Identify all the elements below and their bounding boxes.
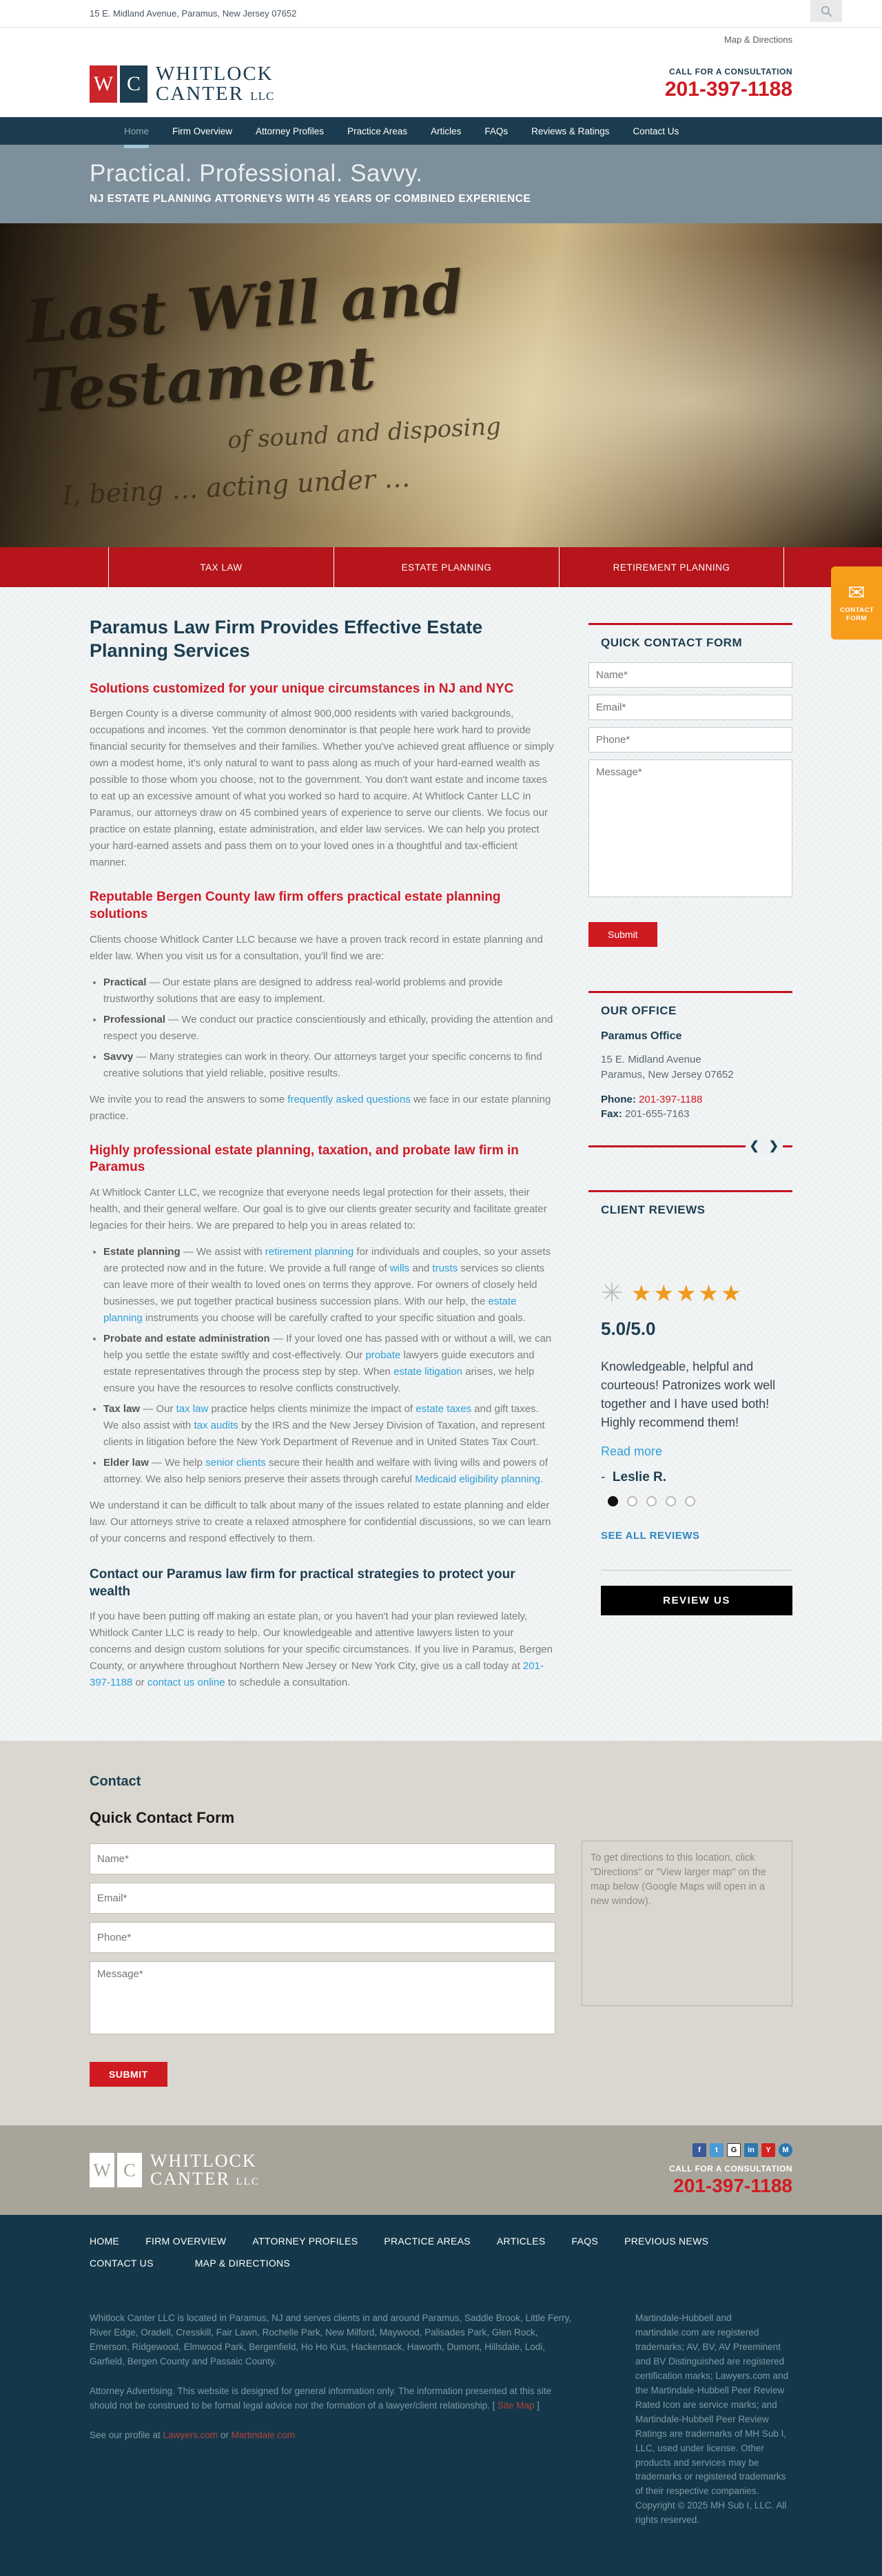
faq-link[interactable]: frequently asked questions [287,1093,411,1105]
carousel-dot[interactable] [666,1496,676,1506]
estate-litigation-link[interactable]: estate litigation [393,1365,463,1378]
profiles-text: See our profile at Lawyers.com or Martindale.com [90,2429,295,2440]
footer-navigation-band [0,2215,882,2576]
practice-area-item: • Elder law — We help senior clients secure their health and welfare with living wills and powers of attorney. We also help seniors preserve their assets through careful Medicaid eligibility planning. [103,1455,555,1488]
search-icon [821,6,832,17]
linkedin-icon[interactable]: in [744,2143,758,2157]
martindale-com-link[interactable]: Martindale.com [231,2429,295,2440]
hero-tagline-band [0,145,882,223]
article-column [90,616,555,1699]
quick-contact-widget [588,623,792,947]
sidebar-divider [601,1570,792,1571]
footer-nav-contact-us[interactable]: CONTACT US [90,2258,154,2269]
header-phone-number[interactable]: 201-397-1188 [664,78,792,101]
floating-contact-form-tab[interactable] [831,566,882,640]
read-more-link[interactable]: Read more [601,1444,663,1458]
office-address: 15 E. Midland Avenue, Paramus, New Jersey 07652 [90,8,297,19]
logo-c-block: C [120,65,147,103]
contact-submit-button[interactable]: SUBMIT [90,2062,167,2087]
list-item-lead: Elder law [103,1456,149,1469]
footer-nav-home[interactable]: HOME [90,2236,120,2247]
martindale-icon[interactable]: M [779,2143,792,2157]
footer-logo[interactable] [90,2152,260,2188]
top-utility-bar [0,0,882,28]
map-directions-box [582,1841,792,2006]
practice-area-item: • Estate planning — We assist with retirement planning for individuals and couples, so your assets are protected now and in the future. We provide a full range of wills and trusts services so clients can leave more of their wealth to loved ones on terms they approve. For owners of closely held businesses, we put together practical business succession plans. With our help, the estate planning instruments you choose will be carefully crafted to your specific situation and goals. [103,1244,555,1327]
quality-item: • Professional — We conduct our practice conscientiously and ethically, providing the attention and respect you deserve. [103,1012,555,1045]
review-author: - Leslie R. [601,1470,667,1484]
logo-w-block: W [90,65,117,103]
footer-nav-articles[interactable]: ARTICLES [496,2236,546,2247]
estate-taxes-link[interactable]: estate taxes [416,1402,472,1415]
logo-wordmark [156,64,274,104]
logo-llc: LLC [250,90,275,103]
footer-call-label: CALL FOR A CONSULTATION [668,2164,792,2174]
secondary-utility-bar [0,28,882,51]
footer-fine-print [90,2311,792,2528]
sidebar-submit-button[interactable]: Submit [588,922,657,947]
office-fax-number: 201-655-7163 [625,1108,690,1121]
tax-law-link[interactable]: tax law [176,1402,209,1415]
footer-call-block [669,2143,792,2197]
contact-section-title: Contact [90,1774,141,1790]
twitter-icon[interactable]: t [710,2143,724,2157]
facebook-icon[interactable]: f [693,2143,706,2157]
quality-item: • Savvy — Many strategies can work in theory. Our attorneys target your specific concerns to find creative solutions that yield reliable, positive results. [103,1049,555,1082]
carousel-dot[interactable] [646,1496,657,1506]
carousel-dot[interactable] [685,1496,695,1506]
footer-fine-print-left [90,2311,579,2528]
five-star-rating: ★★★★★ [630,1280,743,1306]
medicaid-planning-link[interactable]: Medicaid eligibility planning [415,1473,540,1485]
lawyers-com-link[interactable]: Lawyers.com [163,2429,218,2440]
subheading-solutions: Solutions customized for your unique circumstances in NJ and NYC [90,681,514,696]
page-title: Paramus Law Firm Provides Effective Estate Planning Services [90,617,483,661]
hero-image-last-will [0,223,882,547]
clients-paragraph: Clients choose Whitlock Canter LLC because we have a proven track record in estate planning and elder law. When you visit us for a consultation, you'll find we are: [90,933,543,962]
footer-logo-c-block: C [117,2153,142,2187]
wills-link[interactable]: wills [389,1262,410,1274]
carousel-dot[interactable] [627,1496,637,1506]
envelope-icon: ✉ [848,581,865,604]
footer-nav-map-directions[interactable]: MAP & DIRECTIONS [194,2258,291,2269]
probate-link[interactable]: probate [365,1349,401,1361]
footer-nav-practice-areas[interactable]: PRACTICE AREAS [384,2236,471,2247]
banner-estate-planning-button[interactable]: ESTATE PLANNING [334,547,559,587]
bottom-form-title: Quick Contact Form [90,1809,235,1827]
nav-practice-areas[interactable]: Practice Areas [347,125,408,136]
banner-tax-law-button[interactable]: TAX LAW [108,547,334,587]
qualities-list [92,974,555,1082]
list-item-lead: Estate planning [103,1245,181,1258]
contact-email-input[interactable] [90,1883,555,1914]
search-button[interactable] [810,0,842,22]
rating-row [601,1278,792,1309]
office-phone-link[interactable]: 201-397-1188 [639,1093,703,1105]
hero-subtitle: NJ ESTATE PLANNING ATTORNEYS WITH 45 YEARS OF COMBINED EXPERIENCE [90,193,531,205]
sidebar-email-input[interactable] [588,695,792,720]
main-navigation [0,117,882,145]
footer-nav-previous-news[interactable]: PREVIOUS NEWS [624,2236,709,2247]
main-content [0,587,882,1741]
office-name: Paramus Office [601,1030,682,1042]
carousel-next-arrow[interactable]: ❯ [768,1139,779,1153]
attorney-advertising-text: Attorney Advertising. This website is designed for general information only. The information presented at this site should not be construed to be formal legal advice nor the formation of a lawyer/client relationship. [ Site Map ] [90,2386,552,2411]
map-instructions: To get directions to this location, click "Directions" or "View larger map" on the map below (Google Maps will open in a new window). [591,1852,766,1908]
footer-nav [90,2236,792,2269]
nav-attorney-profiles[interactable]: Attorney Profiles [256,125,325,136]
phone-link[interactable]: 201-397-1188 [90,1660,544,1689]
practice-area-item: • Tax law — Our tax law practice helps clients minimize the impact of estate taxes and gift taxes. We also assist with tax audits by the IRS and the New Jersey Division of Taxation, and represent clients in litigation before the New York Department of Revenue and in United States Tax Court. [103,1401,555,1451]
yelp-social-icon[interactable]: Y [761,2143,775,2157]
office-carousel-arrows [746,1138,783,1154]
retirement-planning-link[interactable]: retirement planning [265,1245,354,1258]
list-item-lead: Practical [103,976,147,988]
contact-online-link[interactable]: contact us online [147,1677,225,1689]
estate-planning-link[interactable]: estate planning [103,1295,517,1324]
hero-image-headline-text: Last Will and Testament [23,257,466,427]
footer-logo-w-block: W [90,2153,114,2187]
nav-contact-us[interactable]: Contact Us [633,125,679,136]
contact-section [0,1741,882,2125]
footer-nav-firm-overview[interactable]: FIRM OVERVIEW [145,2236,227,2247]
subheading-reputable: Reputable Bergen County law firm offers practical estate planning solutions [90,890,501,921]
site-header [0,51,882,117]
footer-brand-band [0,2125,882,2215]
fax-label: Fax: [601,1108,622,1121]
footer-phone-number[interactable]: 201-397-1188 [673,2175,792,2197]
faq-paragraph: We invite you to read the answers to some frequently asked questions we face in our estate planning practice. [90,1093,551,1122]
intro-paragraph: Bergen County is a diverse community of almost 900,000 residents with varied backgrounds, occupations and incomes. Yet the common denominator is that people here work hard to provide financial security for themselves and their families. Whether you've achieved great affluence or simply own a modest home, it's only natural to want to pass along as much of your hard-earned wealth as possible to those whom you choose, not to the government. You don't want estate and income taxes to eat up an excessive amount of what you worked so hard to acquire. At Whitlock Canter LLC in Paramus, our attorneys draw on 45 combined years of experience to serve our clients. We focus our practice on estate planning, estate administration, and elder law services. We can help you protect your hard-earned assets and pass them on to your loved ones in a thoughtful and tax-efficient manner. [90,708,554,869]
sidebar [588,616,792,1659]
closing-paragraph: If you have been putting off making an estate plan, or you haven't had your plan reviewed lately, Whitlock Canter LLC is ready to help. Our knowledgeable and attentive lawyers listen to your concerns and design custom solutions for your specific circumstances. If you live in Paramus, Bergen County, or anywhere throughout Northern New Jersey or New York City, give us a call today at 201-397-1188 or contact us online to schedule a consultation. [90,1611,553,1689]
understanding-paragraph: We understand it can be difficult to talk about many of the issues related to estate planning and elder law. Our attorneys strive to create a relaxed atmosphere for confidential discussions, so we can learn of your concerns and respond effectively to them. [90,1499,551,1544]
review-carousel-dots [608,1496,792,1506]
nav-reviews-ratings[interactable]: Reviews & Ratings [531,125,610,136]
sidebar-phone-input[interactable] [588,727,792,753]
header-call-block [665,67,792,101]
office-phone-fax [601,1092,792,1123]
rating-score: 5.0/5.0 [601,1318,656,1339]
nav-faqs[interactable]: FAQs [484,125,509,136]
list-item-lead: Savvy [103,1050,134,1063]
carousel-prev-arrow[interactable]: ❮ [749,1139,759,1153]
client-reviews-widget [588,1190,792,1615]
footer-fine-print-right [635,2311,792,2528]
senior-clients-link[interactable]: senior clients [205,1456,266,1469]
practice-area-item: • Probate and estate administration — If your loved one has passed with or without a will, we can help you settle the estate swiftly and cost-effectively. Our probate lawyers guide executors and estate representatives through the process step by step. When estate litigation arises, we help ensure you have the resources to resolve conflicts constructively. [103,1331,555,1397]
trusts-link[interactable]: trusts [432,1262,458,1274]
sidebar-name-input[interactable] [588,662,792,688]
hero-image-script-text-1: of sound and disposing [227,412,502,455]
hero-image-script-text-2: I, being … acting under … [61,462,411,511]
nav-firm-overview[interactable]: Firm Overview [172,125,233,136]
nav-home[interactable]: Home [124,125,150,136]
quick-contact-title: QUICK CONTACT FORM [601,636,743,649]
map-directions-link[interactable]: Map & Directions [724,34,792,45]
tax-audits-link[interactable]: tax audits [194,1419,238,1431]
review-us-button[interactable]: REVIEW US [601,1586,792,1615]
contact-name-input[interactable] [90,1843,555,1874]
google-icon[interactable]: G [727,2143,741,2157]
footer-nav-attorney-profiles[interactable]: ATTORNEY PROFILES [252,2236,358,2247]
list-item-lead: Tax law [103,1402,141,1415]
subheading-contact: Contact our Paramus law firm for practical strategies to protect your wealth [90,1566,515,1599]
contact-phone-input[interactable] [90,1922,555,1953]
list-item-lead: Probate and estate administration [103,1332,270,1345]
logo-line1: WHITLOCK [156,63,274,85]
our-office-widget [588,991,792,1153]
logo-line2: CANTER LLC [156,83,275,105]
service-area-text: Whitlock Canter LLC is located in Paramus, NJ and serves clients in and around Paramus, Saddle Brook, Little Ferry, River Edge, Oradell, Cresskill, Fair Lawn, Rochelle Park, New Milford, Maywood, Palisades Park, Glen Rock, Emerson, Ridgewood, Elmwood Park, Bergenfield, Ho Ho Kus, Hackensack, Haworth, Dumont, Hillsdale, Lodi, Garfield, Bergen County and Passaic County. [90,2313,572,2367]
review-quote: Knowledgeable, helpful and courteous! Patronizes work well together and I have used both! Highly recommend them! [601,1360,776,1429]
site-map-link[interactable]: Site Map [498,2400,535,2411]
footer-nav-faqs[interactable]: FAQS [571,2236,599,2247]
banner-retirement-planning-button[interactable]: RETIREMENT PLANNING [559,547,784,587]
office-address: 15 E. Midland Avenue Paramus, New Jersey 07652 [601,1054,734,1081]
banner-spacer [0,547,108,587]
trademark-text: Martindale-Hubbell and martindale.com are registered trademarks; AV, BV, AV Preeminent and BV Distinguished are registered certification marks; Lawyers.com and the Martindale-Hubbell Peer Review Rated Icon are service marks; and Martindale-Hubbell Peer Review Ratings are trademarks of MH Sub I, LLC, used under license. Other products and services may be trademarks or registered trademarks of their respective companies. Copyright © 2025 MH Sub I, LLC. All rights reserved. [635,2313,789,2526]
hero-title: Practical. Professional. Savvy. [90,160,423,187]
practice-area-banner [0,547,882,622]
carousel-dot[interactable] [608,1496,618,1506]
contact-message-input[interactable] [90,1961,555,2034]
social-icons [669,2143,792,2157]
subheading-professional: Highly professional estate planning, taxation, and probate law firm in Paramus [90,1143,519,1175]
protection-paragraph: At Whitlock Canter LLC, we recognize that everyone needs legal protection for their assets, their health, and their general welfare. Our goal is to give our clients greater security and facilitate greater legacies for their heirs. We are prepared to help you in areas related to: [90,1186,547,1231]
firm-logo[interactable] [90,64,274,104]
sidebar-message-input[interactable] [588,759,792,897]
contact-form-tab-label: CONTACT FORM [840,606,874,622]
nav-articles[interactable]: Articles [431,125,462,136]
list-item-lead: Professional [103,1013,166,1025]
quality-item: • Practical — Our estate plans are designed to address real-world problems and provide trustworthy solutions that are easy to implement. [103,974,555,1008]
yelp-icon: ✳ [601,1279,623,1308]
our-office-title: OUR OFFICE [601,1004,677,1017]
call-for-consultation-label: CALL FOR A CONSULTATION [668,67,792,76]
practice-areas-list [92,1244,555,1488]
footer-logo-wordmark: WHITLOCK CANTER LLC [150,2151,260,2189]
see-all-reviews-link[interactable]: SEE ALL REVIEWS [601,1530,700,1542]
bottom-contact-form [90,1809,555,2087]
phone-label: Phone: [601,1093,636,1105]
client-reviews-title: CLIENT REVIEWS [601,1203,706,1216]
